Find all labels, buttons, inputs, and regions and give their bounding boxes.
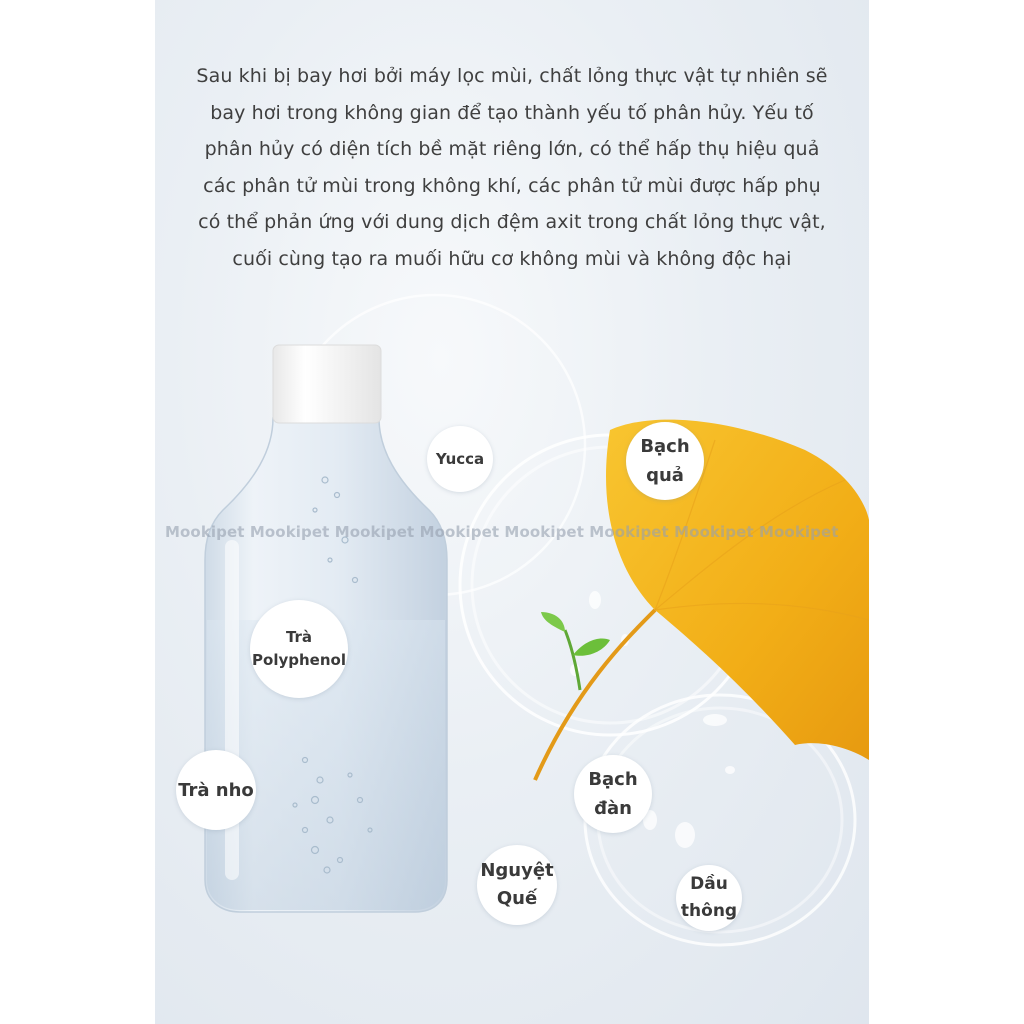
watermark: Mookipet Mookipet Mookipet Mookipet Mookipet Mookipet Mookipet Mookipet bbox=[165, 523, 839, 541]
ingredient-label-tra-polyphenol: Trà Polyphenol bbox=[250, 600, 348, 698]
description-line: phân hủy có diện tích bề mặt riêng lớn, có thể hấp thụ hiệu quả bbox=[204, 138, 820, 160]
description-line: bay hơi trong không gian để tạo thành yếu tố phân hủy. Yếu tố bbox=[210, 101, 814, 124]
ginkgo-leaf bbox=[535, 420, 869, 780]
ingredient-label-bach-qua: Bạch quả bbox=[626, 422, 704, 500]
ingredient-label-bach-dan: Bạch đàn bbox=[574, 755, 652, 833]
description-line: cuối cùng tạo ra muối hữu cơ không mùi và không độc hại bbox=[232, 247, 792, 270]
description-line: các phân tử mùi trong không khí, các phân tử mùi được hấp phụ bbox=[203, 174, 821, 197]
description-line: Sau khi bị bay hơi bởi máy lọc mùi, chất lỏng thực vật tự nhiên sẽ bbox=[196, 65, 828, 87]
tea-leaf bbox=[541, 612, 610, 690]
ingredient-label-yucca: Yucca bbox=[427, 426, 493, 492]
product-infographic bbox=[155, 0, 869, 1024]
ingredient-label-nguyet-que: Nguyệt Quế bbox=[477, 845, 557, 925]
description-text bbox=[155, 58, 869, 277]
ingredient-label-dau-thong: Dầu thông bbox=[676, 865, 742, 931]
description-line: có thể phản ứng với dung dịch đệm axit trong chất lỏng thực vật, bbox=[198, 211, 826, 233]
ingredient-label-tra-nho: Trà nho bbox=[176, 750, 256, 830]
